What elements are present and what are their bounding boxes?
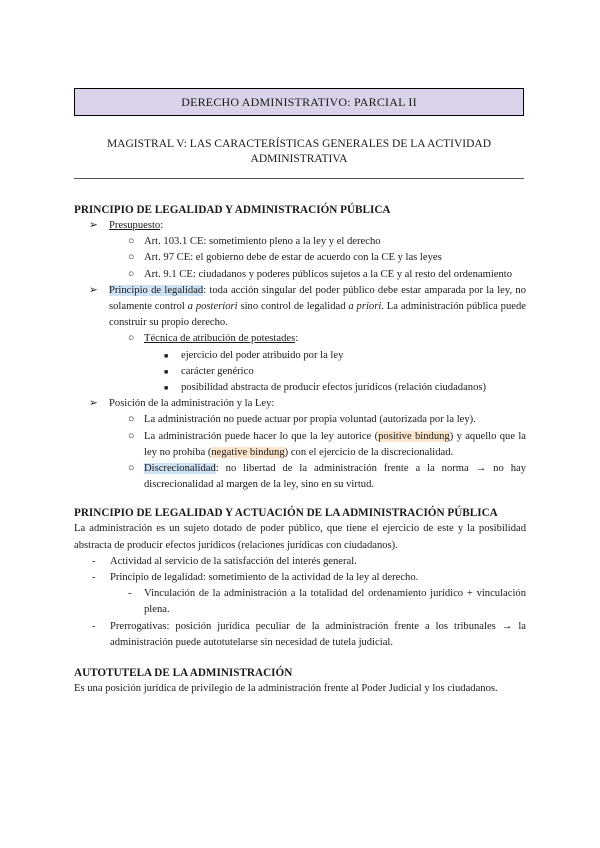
list-item (74, 234, 526, 250)
section2-subitem: Vinculación de la administración a la totalidad del ordenamiento jurídico + vinculación plena. (144, 588, 526, 616)
list-item-posicion (74, 396, 526, 412)
presupuesto-label: Presupuesto (109, 220, 161, 231)
list-item-presupuesto (74, 218, 526, 234)
document-title-box (74, 88, 524, 116)
square-bullet-icon: ■ (164, 351, 169, 360)
circle-bullet-icon: ○ (128, 414, 135, 426)
dash-bullet-icon: - (92, 555, 96, 567)
list-item (74, 250, 526, 266)
circle-bullet-icon: ○ (128, 252, 135, 264)
section3-text: Es una posición jurídica de privilegio de la administración frente al Poder Judicial y los ciudadanos. (74, 683, 498, 695)
negative-bindung-highlight: negative bindung (211, 446, 285, 458)
dash-bullet-icon: - (128, 588, 132, 600)
dash-bullet-icon: - (92, 620, 96, 632)
circle-bullet-icon: ○ (128, 463, 135, 475)
list-item (74, 380, 526, 396)
list-item-tecnica (74, 331, 526, 347)
arrow-bullet-icon: ➢ (89, 398, 98, 410)
tecnica-item: carácter genérico (181, 365, 254, 377)
section-heading-actuacion: PRINCIPIO DE LEGALIDAD Y ACTUACIÓN DE LA ADMINISTRACIÓN PÚBLICA (74, 507, 498, 520)
tecnica-item: posibilidad abstracta de producir efectos jurídicos (relación ciudadanos) (181, 382, 487, 394)
section2-item: Actividad al servicio de la satisfacción del interés general. (110, 555, 357, 567)
posicion-text: ) y aquello que la ley no prohíba ( (144, 430, 526, 458)
circle-bullet-icon: ○ (128, 268, 135, 280)
list-item (74, 461, 526, 493)
circle-bullet-icon: ○ (128, 236, 135, 248)
arrow-bullet-icon: ➢ (89, 284, 98, 296)
principio-italic: a priori (348, 301, 382, 313)
circle-bullet-icon: ○ (128, 430, 135, 442)
document-body (74, 202, 526, 697)
square-bullet-icon: ■ (164, 367, 169, 376)
document-subtitle (74, 137, 524, 167)
list-item (74, 619, 526, 651)
posicion-item: La administración no puede actuar por propia voluntad (autorizada por la ley). (144, 414, 476, 426)
presupuesto-item: Art. 9.1 CE: ciudadanos y poderes públicos sujetos a la CE y al resto del ordenamiento (144, 268, 513, 280)
list-item (74, 412, 526, 428)
list-item (74, 267, 526, 283)
tecnica-label: Técnica de atribución de potestades (144, 333, 296, 345)
principio-text: : toda acción singular del poder público debe estar amparada por la ley, no solamente control (109, 284, 526, 313)
list-item (74, 364, 526, 380)
posicion-text: ) con el ejercicio de la discrecionalidad. (284, 446, 454, 458)
section2-intro: La administración es un sujeto dotado de poder público, que tiene el ejercicio de este y la posibilidad abstracta de producir efectos jurídicos (relaciones jurídicas con ciudadanos). (74, 523, 526, 551)
circle-bullet-icon: ○ (128, 333, 135, 345)
presupuesto-item: Art. 103.1 CE: sometimiento pleno a la ley y el derecho (144, 236, 381, 248)
principio-text: sino control de legalidad (237, 301, 349, 313)
discrecionalidad-highlight: Discrecionalidad (144, 463, 216, 475)
section-heading-autotutela: AUTOTUTELA DE LA ADMINISTRACIÓN (74, 667, 293, 680)
dash-bullet-icon: - (92, 572, 96, 584)
list-item (74, 586, 526, 618)
list-item (74, 429, 526, 461)
tecnica-item: ejercicio del poder atribuido por la ley (181, 349, 344, 361)
arrow-bullet-icon: ➢ (89, 220, 98, 231)
list-item (74, 554, 526, 570)
subtitle-line-1: MAGISTRAL V: LAS CARACTERÍSTICAS GENERALES DE LA ACTIVIDAD (106, 138, 492, 150)
section2-item: Principio de legalidad: sometimiento de la actividad de la ley al derecho. (110, 572, 419, 584)
posicion-label: Posición de la administración y la Ley: (109, 398, 275, 410)
list-item (74, 348, 526, 364)
discrecionalidad-text: : no libertad de la administración frente a la norma → no hay discrecionalidad al margen de la ley, sino en su virtud. (144, 463, 526, 491)
section-heading-legalidad: PRINCIPIO DE LEGALIDAD Y ADMINISTRACIÓN PÚBLICA (74, 204, 391, 216)
positive-bindung-highlight: positive bindung (378, 430, 450, 442)
list-item (74, 570, 526, 586)
square-bullet-icon: ■ (164, 384, 169, 393)
subtitle-line-2: ADMINISTRATIVA (250, 153, 348, 165)
principio-italic: a posteriori (187, 301, 238, 313)
presupuesto-item: Art. 97 CE: el gobierno debe de estar de acuerdo con la CE y las leyes (144, 252, 442, 264)
horizontal-divider (74, 178, 524, 179)
presupuesto-colon: : (160, 220, 164, 231)
tecnica-colon: : (295, 333, 299, 345)
posicion-text: La administración puede hacer lo que la ley autorice ( (144, 430, 379, 442)
principio-legalidad-highlight: Principio de legalidad (109, 284, 204, 296)
list-item-principio-legalidad (74, 283, 526, 332)
document-title: DERECHO ADMINISTRATIVO: PARCIAL II (181, 94, 417, 109)
section2-prerrogativas: Prerrogativas: posición jurídica peculiar de la administración frente a los tribunales → la administración puede autotutelarse sin necesidad de tutela judicial. (110, 620, 526, 648)
principio-text: . La administración pública puede construir su propio derecho. (109, 301, 526, 329)
